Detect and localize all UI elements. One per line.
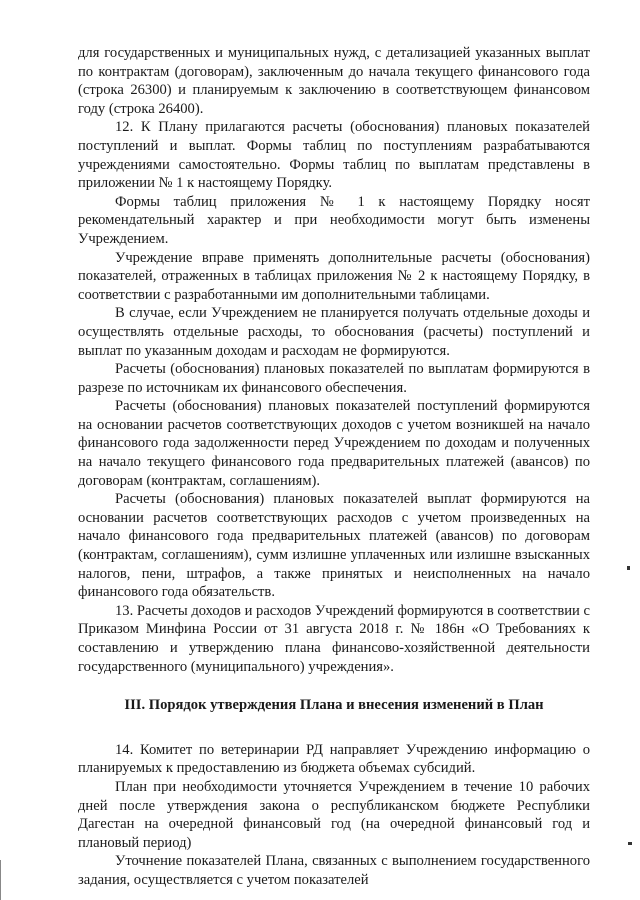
paragraph-13: 13. Расчеты доходов и расходов Учреждений формируются в соответствии с Приказом Минфина России от 31 августа 2018 г. № 186н «О Требованиях к составлению и утверждению плана финансово-хозяйственной деятельности государственного (муниципального) учреждения». bbox=[78, 602, 590, 675]
paragraph-receipts-calculation: Расчеты (обоснования) плановых показателей поступлений формируются на основании расчетов соответствующих доходов с учетом возникшей на начало финансового года задолженности перед Учреждением по доходам и полученных на начало текущего финансового года предварительных платежей (авансов) по договорам (контрактам, соглашениям). bbox=[78, 398, 590, 489]
paragraph-no-income: В случае, если Учреждением не планируется получать отдельные доходы и осуществлять отдельные расходы, то обоснования (расчеты) поступлений и выплат по указанным доходам и расходам не формируются. bbox=[78, 305, 590, 359]
document-page bbox=[78, 44, 590, 890]
paragraph-plan-clarification: План при необходимости уточняется Учреждением в течение 10 рабочих дней после утверждения закона о республиканском бюджете Республики Дагестан на очередной финансовый год (на очередной финансовый год и плановый период) bbox=[78, 778, 590, 851]
paragraph-12: 12. К Плану прилагаются расчеты (обоснования) плановых показателей поступлений и выплат. Формы таблиц по поступлениям разрабатываются учреждениями самостоятельно. Формы таблиц по выплатам представлены в приложении № 1 к настоящему Порядку. bbox=[78, 119, 590, 192]
paragraph-14: 14. Комитет по ветеринарии РД направляет Учреждению информацию о планируемых к предоставлению из бюджета объемах субсидий. bbox=[78, 741, 590, 777]
scan-edge-line bbox=[0, 860, 1, 900]
section-heading: III. Порядок утверждения Плана и внесения изменений в План bbox=[124, 697, 544, 714]
paragraph-payments-sources: Расчеты (обоснования) плановых показателей по выплатам формируются в разрезе по источникам их финансового обеспечения. bbox=[78, 361, 590, 396]
paragraph-continuation: для государственных и муниципальных нужд, с детализацией указанных выплат по контрактам (договорам), заключенным до начала текущего финансового года (строка 26300) и планируемым к заключению в соответствующем финансовом году (строка 26400). bbox=[78, 45, 590, 117]
paragraph-forms-recommendation: Формы таблиц приложения № 1 к настоящему Порядку носят рекомендательный характер и при необходимости могут быть изменены Учреждением. bbox=[78, 193, 590, 247]
scan-mark bbox=[628, 842, 632, 845]
paragraph-indicators-clarification: Уточнение показателей Плана, связанных с выполнением государственного задания, осуществляется с учетом показателей bbox=[78, 853, 590, 888]
scan-mark bbox=[627, 566, 630, 570]
paragraph-additional-calculations: Учреждение вправе применять дополнительные расчеты (обоснования) показателей, отраженных в таблицах приложения № 2 к настоящему Порядку, в соответствии с разработанными им дополнительными таблицами. bbox=[78, 249, 590, 303]
paragraph-payments-calculation: Расчеты (обоснования) плановых показателей выплат формируются на основании расчетов соответствующих расходов с учетом произведенных на начало финансового года предварительных платежей (авансов) по договорам (контрактам, соглашениям), сумм излишне уплаченных или излишне взысканных налогов, пени, штрафов, а также принятых и неисполненных на начало финансового года обязательств. bbox=[78, 491, 590, 601]
